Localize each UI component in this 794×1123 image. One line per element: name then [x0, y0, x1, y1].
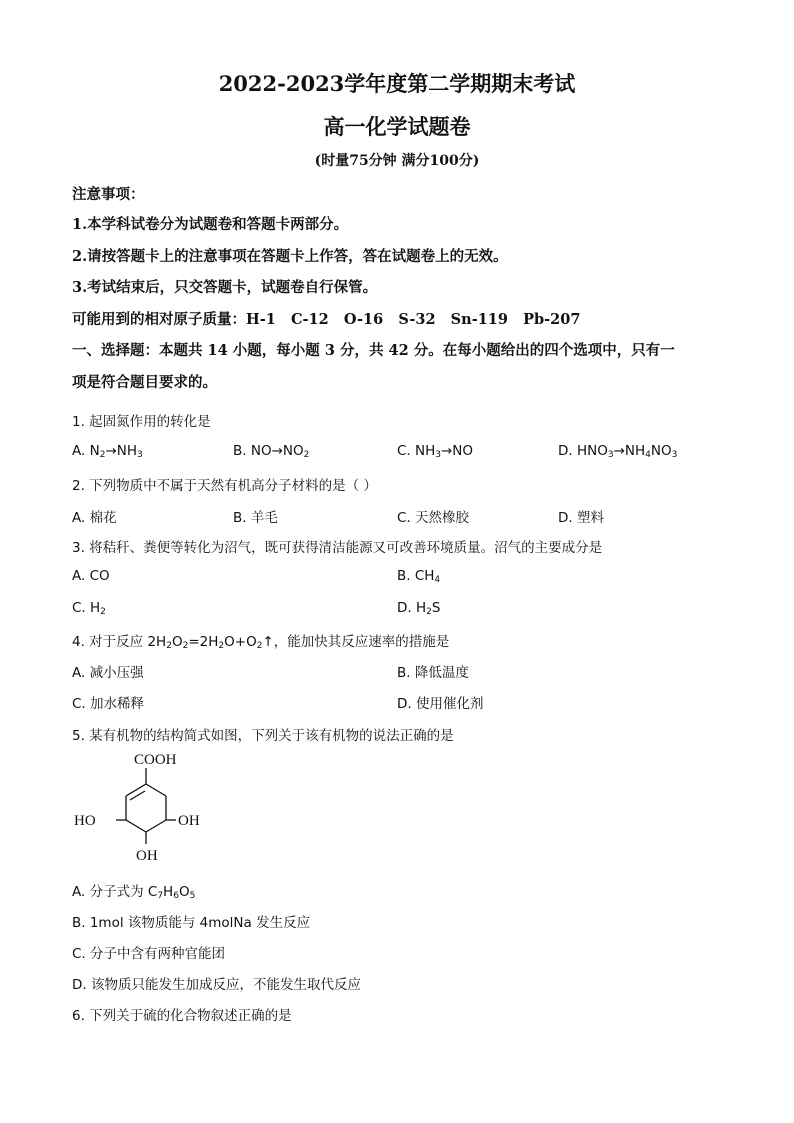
question-3-option-a[interactable]: A. CO — [72, 568, 110, 584]
ring-bonds — [116, 768, 176, 844]
section-instructions-line-2: 项是符合题目要求的。 — [72, 374, 217, 391]
question-1-option-d[interactable]: D. $HNO_3\to NH_4NO_3$ — [558, 443, 678, 460]
atomic-masses: 可能用到的相对原子质量：H-1 C-12 O-16 S-32 Sn-119 Pb-207 — [72, 311, 581, 328]
ring-bond — [146, 784, 166, 796]
note-item-1: 1.本学科试卷分为试题卷和答题卡两部分。 — [72, 216, 349, 233]
question-3-option-d[interactable]: D. $H_2S$ — [397, 600, 441, 617]
hydroxyl-label-left: HO — [74, 813, 96, 829]
note-item-2: 2.请按答题卡上的注意事项在答题卡上作答，答在试题卷上的无效。 — [72, 248, 508, 265]
question-4-option-a[interactable]: A. 减小压强 — [72, 665, 144, 681]
carboxyl-label: COOH — [134, 752, 177, 768]
question-6-stem: 6. 下列关于硫的化合物叙述正确的是 — [72, 1008, 292, 1024]
question-2-option-d[interactable]: D. 塑料 — [558, 510, 604, 526]
question-2-option-c[interactable]: C. 天然橡胶 — [397, 510, 470, 526]
question-5-option-d[interactable]: D. 该物质只能发生加成反应，不能发生取代反应 — [72, 977, 361, 993]
question-5-option-a[interactable]: A. 分子式为 $C_7H_6O_5$ — [72, 884, 196, 901]
question-1-stem: 1. 起固氮作用的转化是 — [72, 414, 211, 430]
question-5-option-b[interactable]: B. 1mol 该物质能与 4molNa 发生反应 — [72, 915, 311, 931]
question-4-stem: 4. 对于反应 $2H_2O_2=2H_2O+O_2↑$，能加快其反应速率的措施是 — [72, 634, 450, 651]
hydroxyl-label-right: OH — [178, 813, 200, 829]
ring-double-bond — [126, 784, 146, 796]
question-4-option-b[interactable]: B. 降低温度 — [397, 665, 469, 681]
question-2-option-a[interactable]: A. 棉花 — [72, 510, 117, 526]
exam-title: 2022-2023学年度第二学期期末考试 — [218, 71, 576, 96]
question-5-option-c[interactable]: C. 分子中含有两种官能团 — [72, 946, 226, 962]
question-2-stem: 2. 下列物质中不属于天然有机高分子材料的是（ ） — [72, 478, 377, 494]
section-instructions-line-1: 一、选择题：本题共 14 小题，每小题 3 分，共 42 分。在每小题给出的四个选项中，只有一 — [72, 342, 675, 359]
question-1-option-b[interactable]: B. $NO\to NO_2$ — [233, 443, 310, 460]
ring-bond — [146, 820, 166, 832]
question-1-option-c[interactable]: C. $NH_3\to NO$ — [397, 443, 474, 460]
exam-info: (时量75分钟 满分100分) — [314, 153, 480, 169]
exam-subtitle: 高一化学试题卷 — [323, 114, 471, 139]
hydroxyl-label-bottom: OH — [136, 848, 158, 864]
notes-heading: 注意事项： — [72, 186, 145, 203]
question-5-stem: 5. 某有机物的结构简式如图，下列关于该有机物的说法正确的是 — [72, 728, 454, 744]
note-item-3: 3.考试结束后，只交答题卡，试题卷自行保管。 — [72, 279, 378, 296]
question-4-option-d[interactable]: D. 使用催化剂 — [397, 696, 484, 712]
question-1-option-a[interactable]: A. $N_2\to NH_3$ — [72, 443, 143, 460]
question-2-option-b[interactable]: B. 羊毛 — [233, 510, 278, 526]
question-3-option-b[interactable]: B. $CH_4$ — [397, 568, 441, 585]
structural-formula-diagram — [70, 748, 220, 868]
question-4-option-c[interactable]: C. 加水稀释 — [72, 696, 145, 712]
question-3-stem: 3. 将秸秆、粪便等转化为沼气，既可获得清洁能源又可改善环境质量。沼气的主要成分是 — [72, 540, 603, 556]
question-3-option-c[interactable]: C. $H_2$ — [72, 600, 106, 617]
ring-bond — [126, 820, 146, 832]
